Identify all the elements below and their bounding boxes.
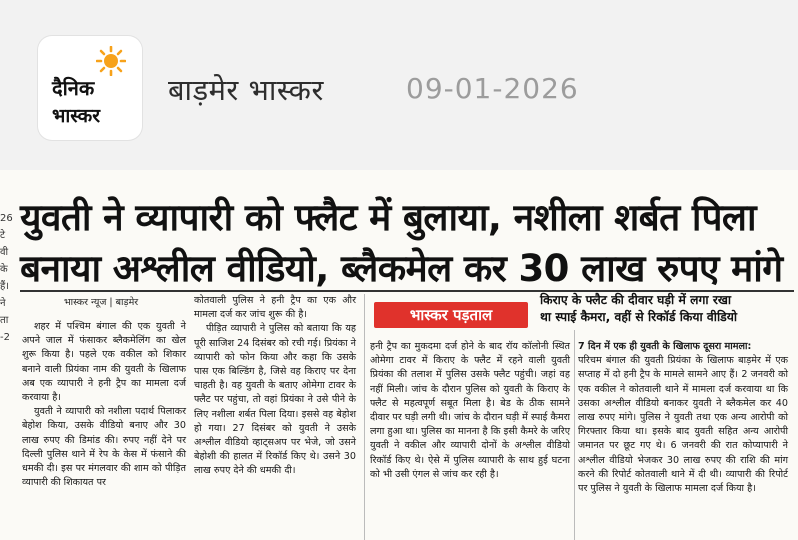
- article-column-3: [370, 340, 570, 482]
- headline-line-2: बनाया अश्लील वीडियो, ब्लैकमेल कर 30 लाख रुपए मांगे: [20, 247, 783, 290]
- article-column-4: [578, 340, 788, 496]
- column-subheading: 7 दिन में एक ही युवती के खिलाफ दूसरा मामला:: [578, 341, 752, 352]
- article-headline: [20, 192, 792, 294]
- bhaskar-padtal-tag: भास्कर पड़ताल: [374, 302, 528, 328]
- dainik-bhaskar-logo[interactable]: [38, 36, 142, 140]
- edition-date: 09-01-2026: [406, 72, 579, 105]
- paragraph: पीड़ित व्यापारी ने पुलिस को बताया कि यह पूरी साजिश 24 दिसंबर को रची गई। प्रियंका ने व्यापारी को फोन किया और कहा कि उसके पास एक बिल्डिंग है, जिसे वह किराए पर देना चाहती है। वह युवती के बताए ओमेगा टावर के फ्लैट पर पहुंचा, तो वहां प्रियंका ने उसे पीने के लिए नशीला शर्बत पिला दिया। इससे वह बेहोश हो गया। 27 दिसंबर को युवती ने उसके अश्लील वीडियो व्हाट्सअप पर भेजे, जो उसने बेहोशी की हालत में रिकॉर्ड किए थे। उसने 30 लाख रुपए देने की धमकी दी।: [194, 323, 356, 477]
- article-column-1: [22, 320, 186, 490]
- paragraph: शहर में पश्चिम बंगाल की एक युवती ने अपने जाल में फंसाकर ब्लैकमेलिंग का खेल शुरू किया है। पहले एक वकील को शिकार बनाने वाली प्रियंका नाम की युवती के खिलाफ अब एक व्यापारी ने हनी ट्रैप का मामला दर्ज करवाया है।: [22, 321, 186, 404]
- logo-text-bhaskar: भास्कर: [52, 105, 101, 127]
- paragraph: हनी ट्रैप का मुकदमा दर्ज होने के बाद रॉय कॉलोनी स्थित ओमेगा टावर में किराए के फ्लैट में रहने वाली युवती प्रियंका की तलाश में पुलिस उसके फ्लैट पहुंची। जहां वह नहीं मिली। जांच के दौरान पुलिस को युवती के किराए के फ्लैट से महत्वपूर्ण सबूत मिला है। बेड के ठीक सामने दीवार पर घड़ी लगी थी। जांच के दौरान घड़ी में स्पाई कैमरा लगा हुआ था। पुलिस का मानना है कि इसी कैमरे के जरिए युवती ने वकील और व्यापारी दोनों के अश्लील वीडियो रिकॉर्ड किए थे। ऐसे में पुलिस व्यापारी के साथ हुई घटना को भी उसी एंगल से जांच कर रही है।: [370, 341, 570, 480]
- adjacent-article-fragment: 26 टे वी के हैं। ने ता -2: [0, 213, 13, 343]
- paragraph: कोतवाली पुलिस ने हनी ट्रैप का एक और मामला दर्ज कर जांच शुरू की है।: [194, 295, 356, 321]
- sun-icon: [96, 46, 126, 76]
- logo-text-dainik: दैनिक: [52, 76, 95, 100]
- headline-line-1: युवती ने व्यापारी को फ्लैट में बुलाया, नशीला शर्बत पिला: [20, 196, 757, 239]
- sub-headline: किराए के फ्लैट की दीवार घड़ी में लगा रखा था स्पाई कैमरा, वहीं से रिकॉर्ड किया वीडियो: [540, 293, 738, 324]
- column-divider: [364, 294, 365, 540]
- edition-title: बाड़मेर भास्कर: [168, 73, 324, 107]
- paragraph: युवती ने व्यापारी को नशीला पदार्थ पिलाकर बेहोश किया, उसके वीडियो बनाए और 30 लाख रुपए की डिमांड की। रुपए नहीं देने पर दिल्ली पुलिस थाने में रेप के केस में फंसाने की धमकी दी। इस पर मंगलवार की शाम को पीड़ित व्यापारी की शिकायत पर: [22, 406, 186, 489]
- article-column-2: [194, 294, 356, 479]
- app-header: [0, 0, 798, 170]
- paragraph: परिचम बंगाल की युवती प्रियंका के खिलाफ बाड़मेर में एक सप्ताह में दो हनी ट्रैप के मामले सामने आए हैं। 2 जनवरी को एक वकील ने कोतवाली थाने में मामला दर्ज करवाया था कि उसका अश्लील वीडियो बनाकर युवती ने ब्लैकमेल कर 40 लाख रुपए मांगे। पुलिस ने युवती तथा एक अन्य आरोपी को गिरफ्तार किया था। इसके बाद युवती सहित अन्य आरोपी जमानत पर छूट गए थे। 6 जनवरी की रात कोप्यापारी ने अश्लील वीडियो भेजकर 30 लाख रुपए की राशि की मांग करने की रिपोर्ट कोतवाली थाने में दी थी। व्यापारी की रिपोर्ट पर पुलिस ने युवती के खिलाफ मामला दर्ज किया है।: [578, 355, 788, 495]
- byline: भास्कर न्यूज | बाड़मेर: [64, 297, 139, 308]
- epaper-clip: [0, 170, 798, 540]
- column-divider: [574, 330, 575, 540]
